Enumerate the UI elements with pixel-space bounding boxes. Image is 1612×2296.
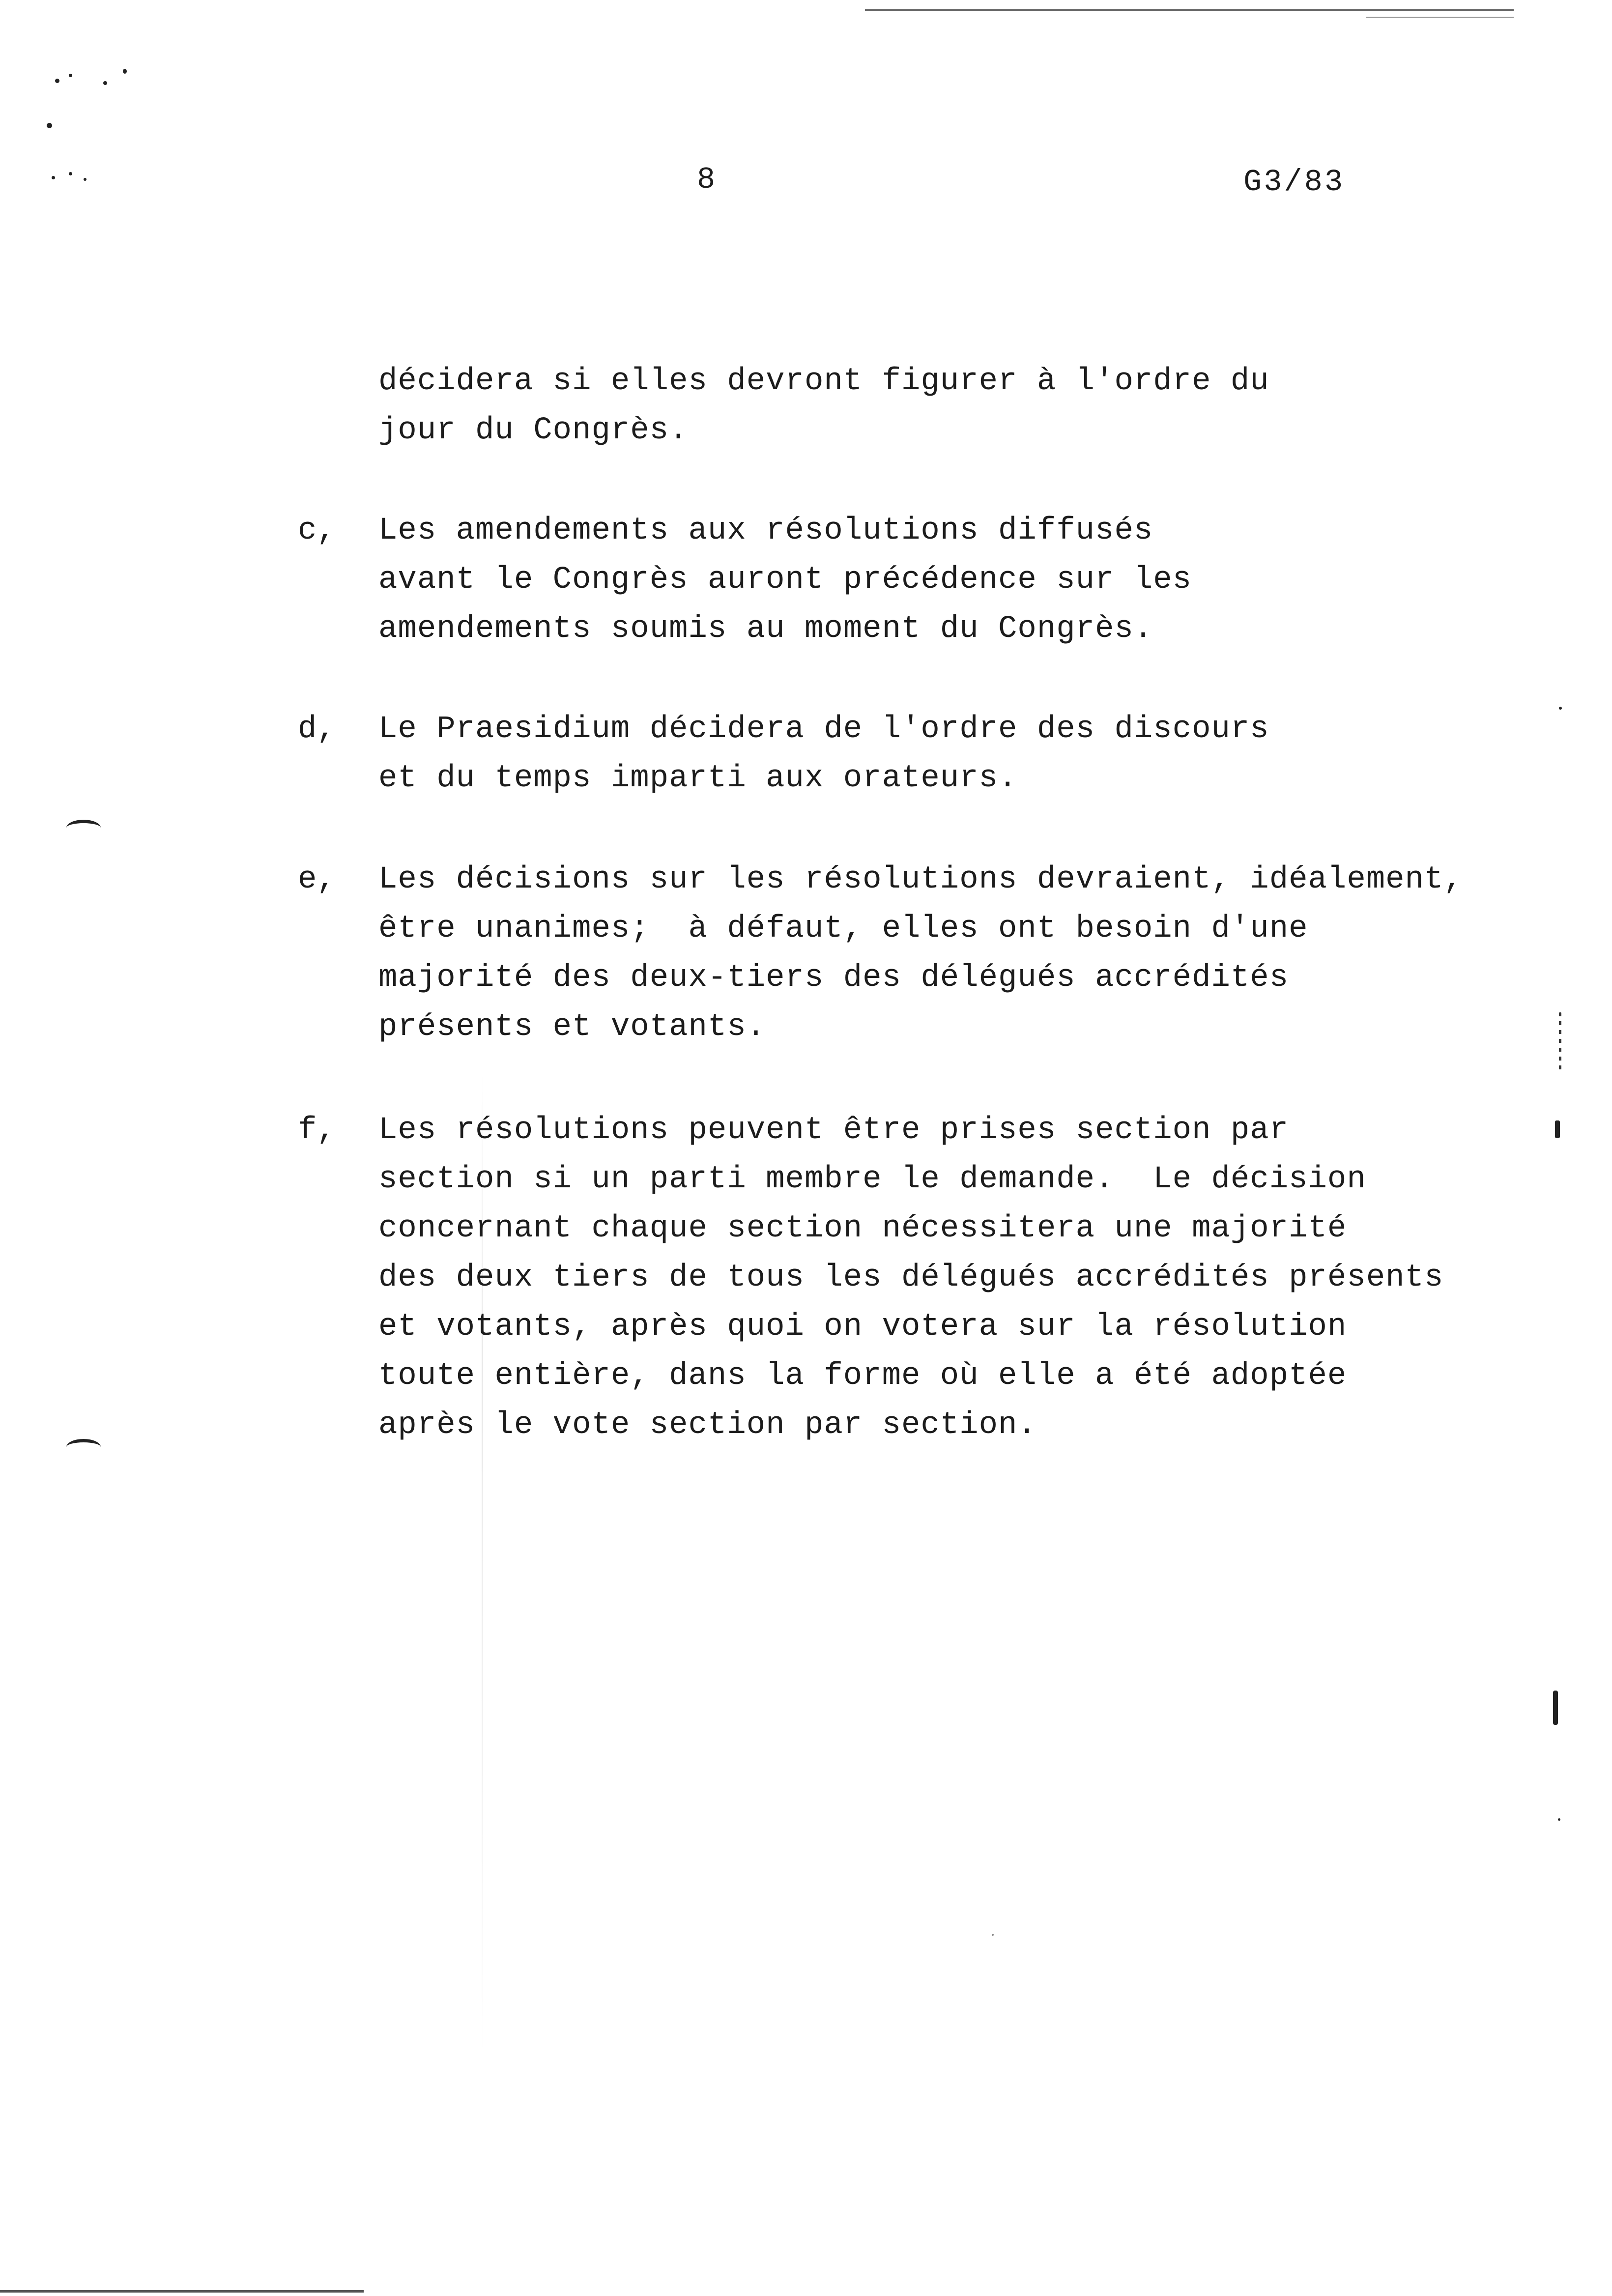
scan-speck <box>103 81 107 85</box>
text-line: Les résolutions peuvent être prises section par <box>378 1113 1289 1148</box>
item-label-e: e, <box>298 862 336 897</box>
page-number: 8 <box>697 162 716 197</box>
punch-hole-mark <box>66 1439 101 1455</box>
text-line: avant le Congrès auront précédence sur les <box>378 562 1192 598</box>
scan-edge-line <box>0 2290 364 2293</box>
scan-edge-line <box>865 9 1514 11</box>
item-d-text <box>378 705 1269 803</box>
scan-speck <box>47 123 52 128</box>
text-line: concernant chaque section nécessitera une majorité <box>378 1211 1347 1246</box>
scan-speck <box>992 1934 994 1936</box>
text-line: Le Praesidium décidera de l'ordre des discours <box>378 712 1269 747</box>
scan-speck <box>1559 1012 1561 1071</box>
text-line: Les amendements aux résolutions diffusés <box>378 513 1153 548</box>
document-reference: G3/83 <box>1243 165 1345 200</box>
text-line: majorité des deux-tiers des délégués accrédités <box>378 960 1289 996</box>
scan-speck <box>1559 707 1562 710</box>
item-e-text <box>378 855 1463 1052</box>
scan-speck <box>69 172 72 175</box>
text-line: amendements soumis au moment du Congrès. <box>378 611 1153 647</box>
text-line: après le vote section par section. <box>378 1407 1037 1443</box>
item-f-text <box>378 1106 1443 1450</box>
scan-speck <box>1553 1691 1558 1725</box>
item-label-f: f, <box>298 1113 336 1148</box>
text-line: être unanimes; à défaut, elles ont besoin d'une <box>378 911 1308 947</box>
text-line: décidera si elles devront figurer à l'ordre du <box>378 364 1269 399</box>
text-line: et votants, après quoi on votera sur la résolution <box>378 1309 1347 1345</box>
scan-speck <box>1555 1120 1560 1138</box>
scan-speck <box>84 178 86 181</box>
text-line: Les décisions sur les résolutions devraient, idéalement, <box>378 862 1463 897</box>
intro-paragraph <box>378 357 1269 455</box>
scan-speck <box>123 69 127 74</box>
punch-hole-mark <box>66 820 101 836</box>
scan-speck <box>1558 1818 1560 1821</box>
text-line: présents et votants. <box>378 1009 766 1045</box>
scan-speck <box>52 176 55 179</box>
item-label-d: d, <box>298 712 336 747</box>
text-line: et du temps imparti aux orateurs. <box>378 761 1018 796</box>
item-label-c: c, <box>298 513 336 548</box>
scan-edge-line <box>1366 17 1514 18</box>
scan-speck <box>69 74 72 77</box>
text-line: jour du Congrès. <box>378 413 689 448</box>
item-c-text <box>378 506 1192 654</box>
text-line: section si un parti membre le demande. Le décision <box>378 1162 1366 1197</box>
text-line: des deux tiers de tous les délégués accrédités présents <box>378 1260 1444 1295</box>
text-line: toute entière, dans la forme où elle a été adoptée <box>378 1358 1347 1394</box>
scan-speck <box>55 79 59 83</box>
